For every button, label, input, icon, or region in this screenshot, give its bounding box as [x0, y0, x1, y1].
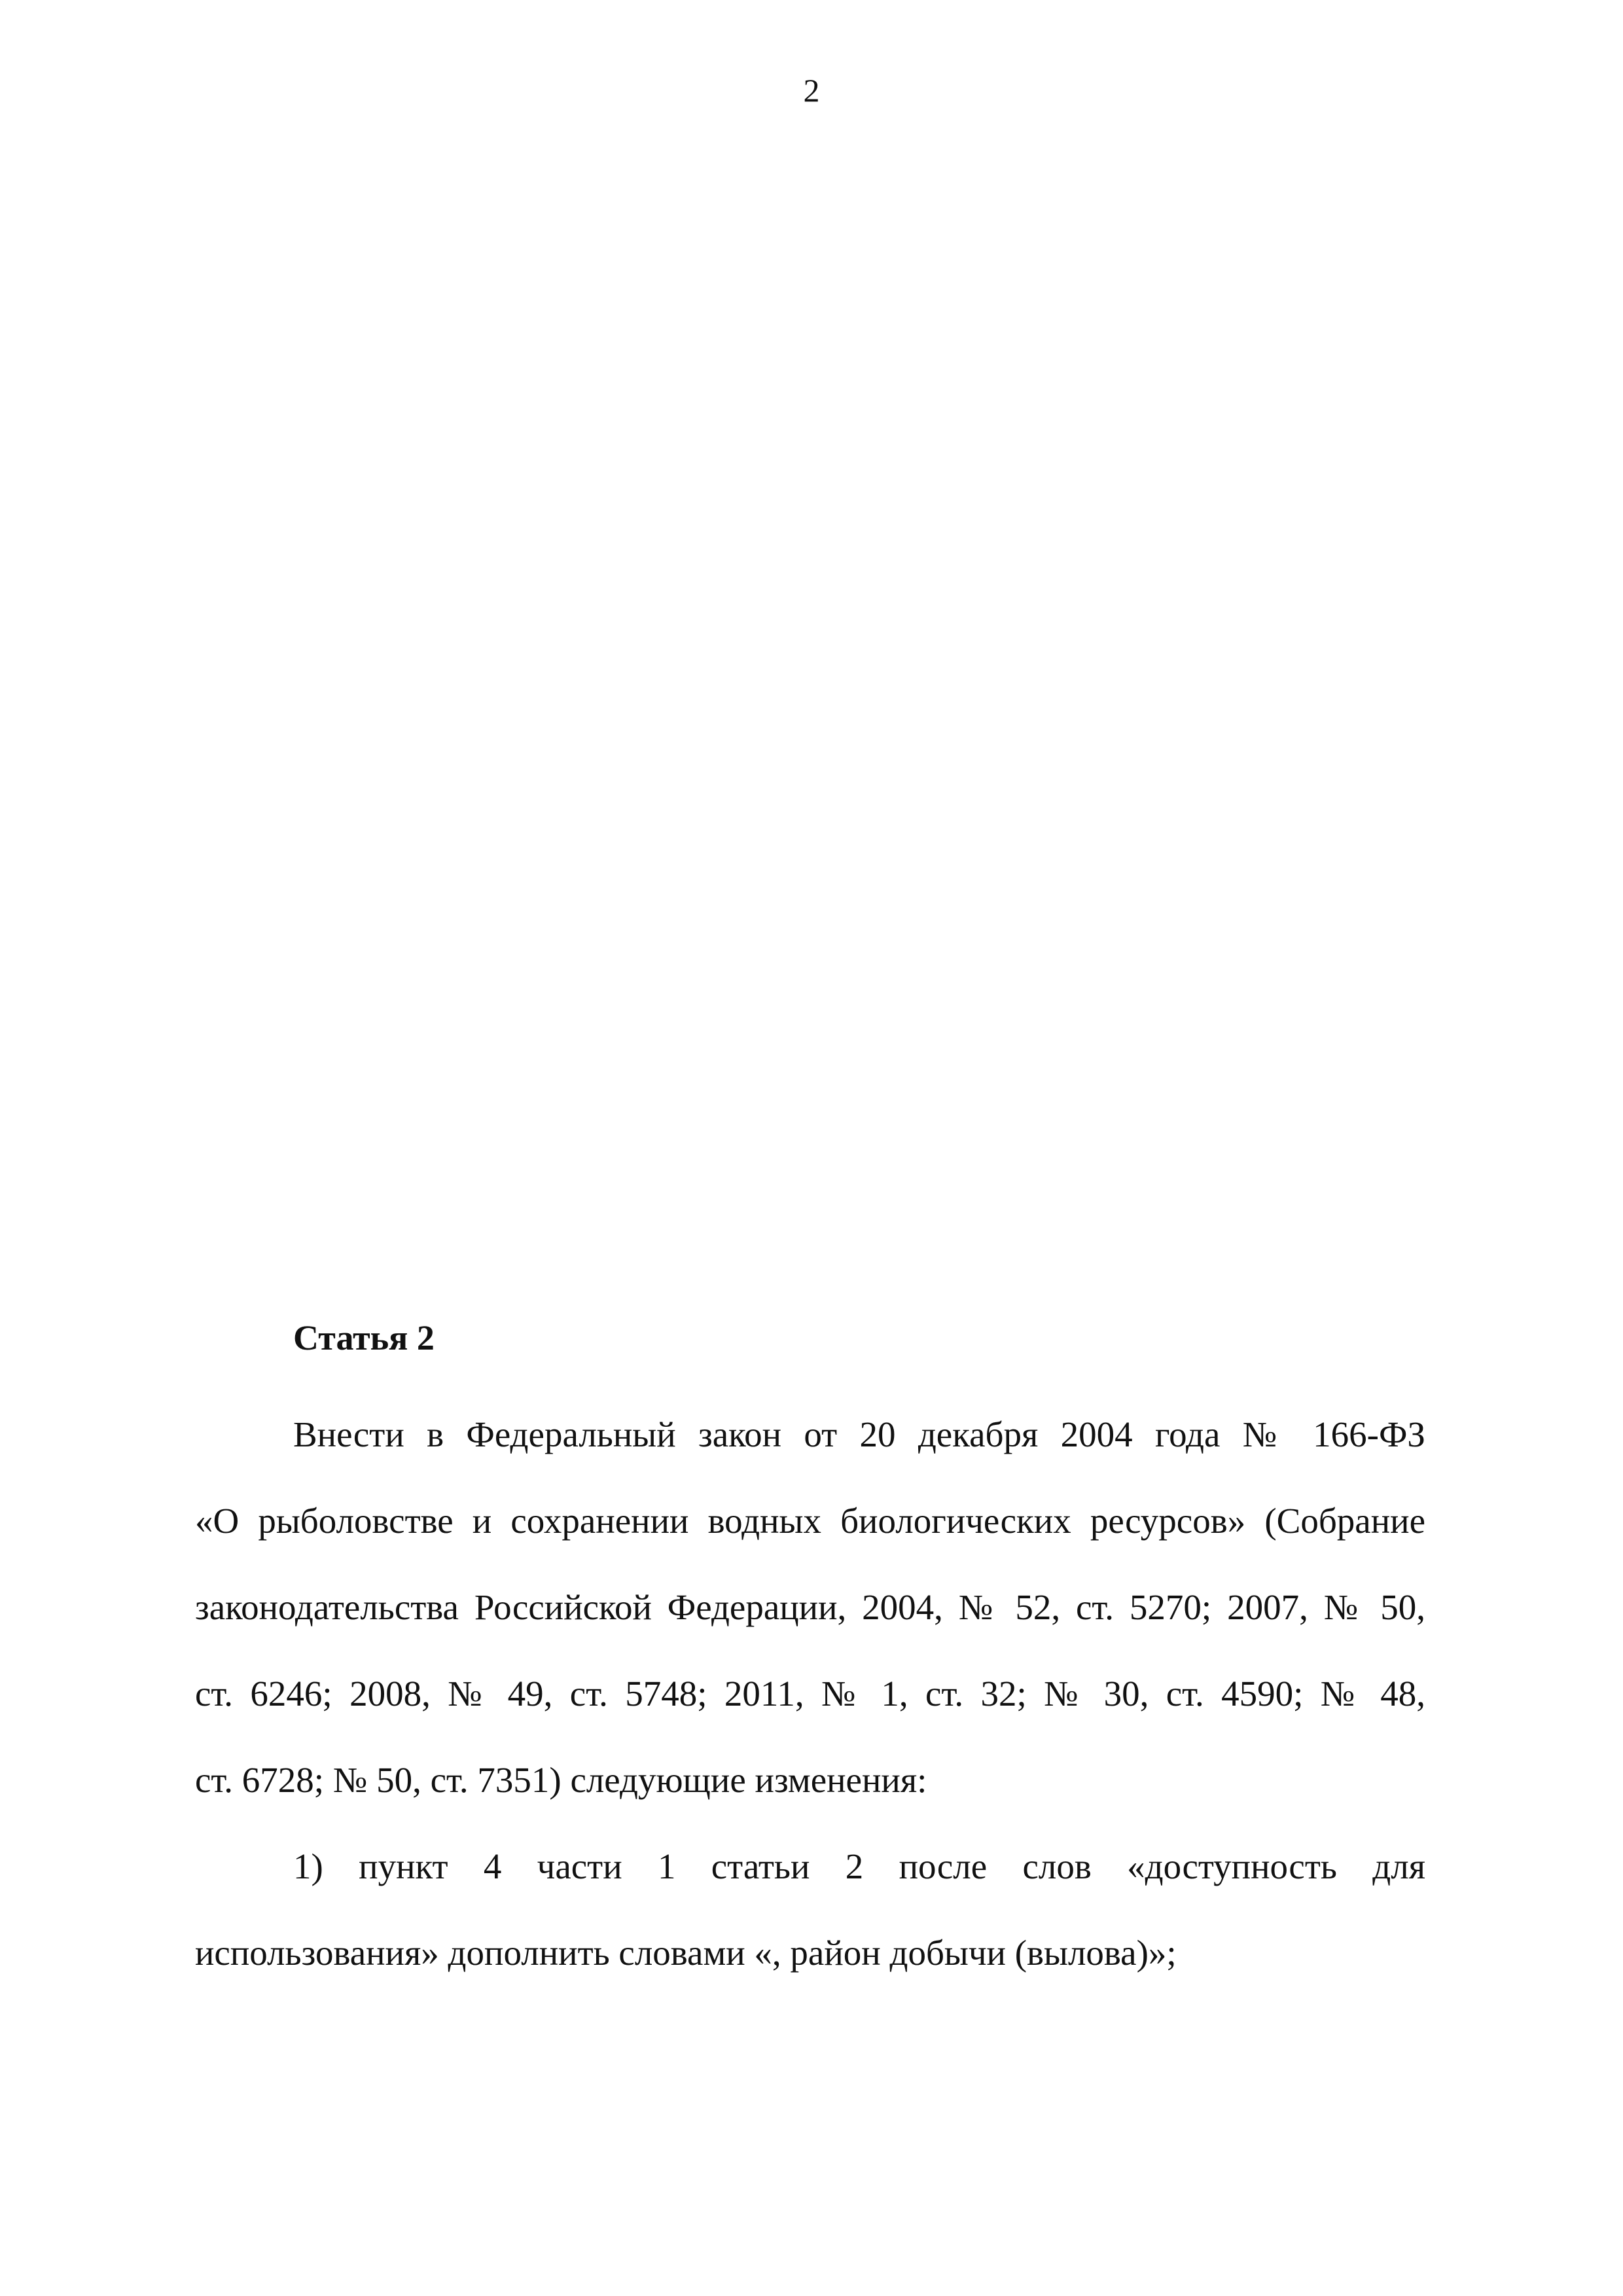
article-paragraph-2	[195, 1823, 1425, 1996]
paragraph-line: законодательства Российской Федерации, 2004, № 52, ст. 5270; 2007, № 50,	[195, 1587, 1425, 1627]
article-paragraph-1	[195, 1391, 1425, 1823]
paragraph-line: использования» дополнить словами «, район добычи (вылова)»;	[195, 1933, 1177, 1973]
article-heading: Статья 2	[293, 1318, 435, 1357]
paragraph-line: 1) пункт 4 части 1 статьи 2 после слов «доступность для	[293, 1846, 1425, 1886]
paragraph-line: ст. 6246; 2008, № 49, ст. 5748; 2011, № 1, ст. 32; № 30, ст. 4590; № 48,	[195, 1674, 1425, 1713]
paragraph-line: ст. 6728; № 50, ст. 7351) следующие изменения:	[195, 1760, 927, 1800]
page-number: 2	[803, 72, 820, 109]
paragraph-line: «О рыболовстве и сохранении водных биологических ресурсов» (Собрание	[195, 1501, 1425, 1541]
paragraph-line: Внести в Федеральный закон от 20 декабря 2004 года № 166-ФЗ	[293, 1414, 1425, 1454]
